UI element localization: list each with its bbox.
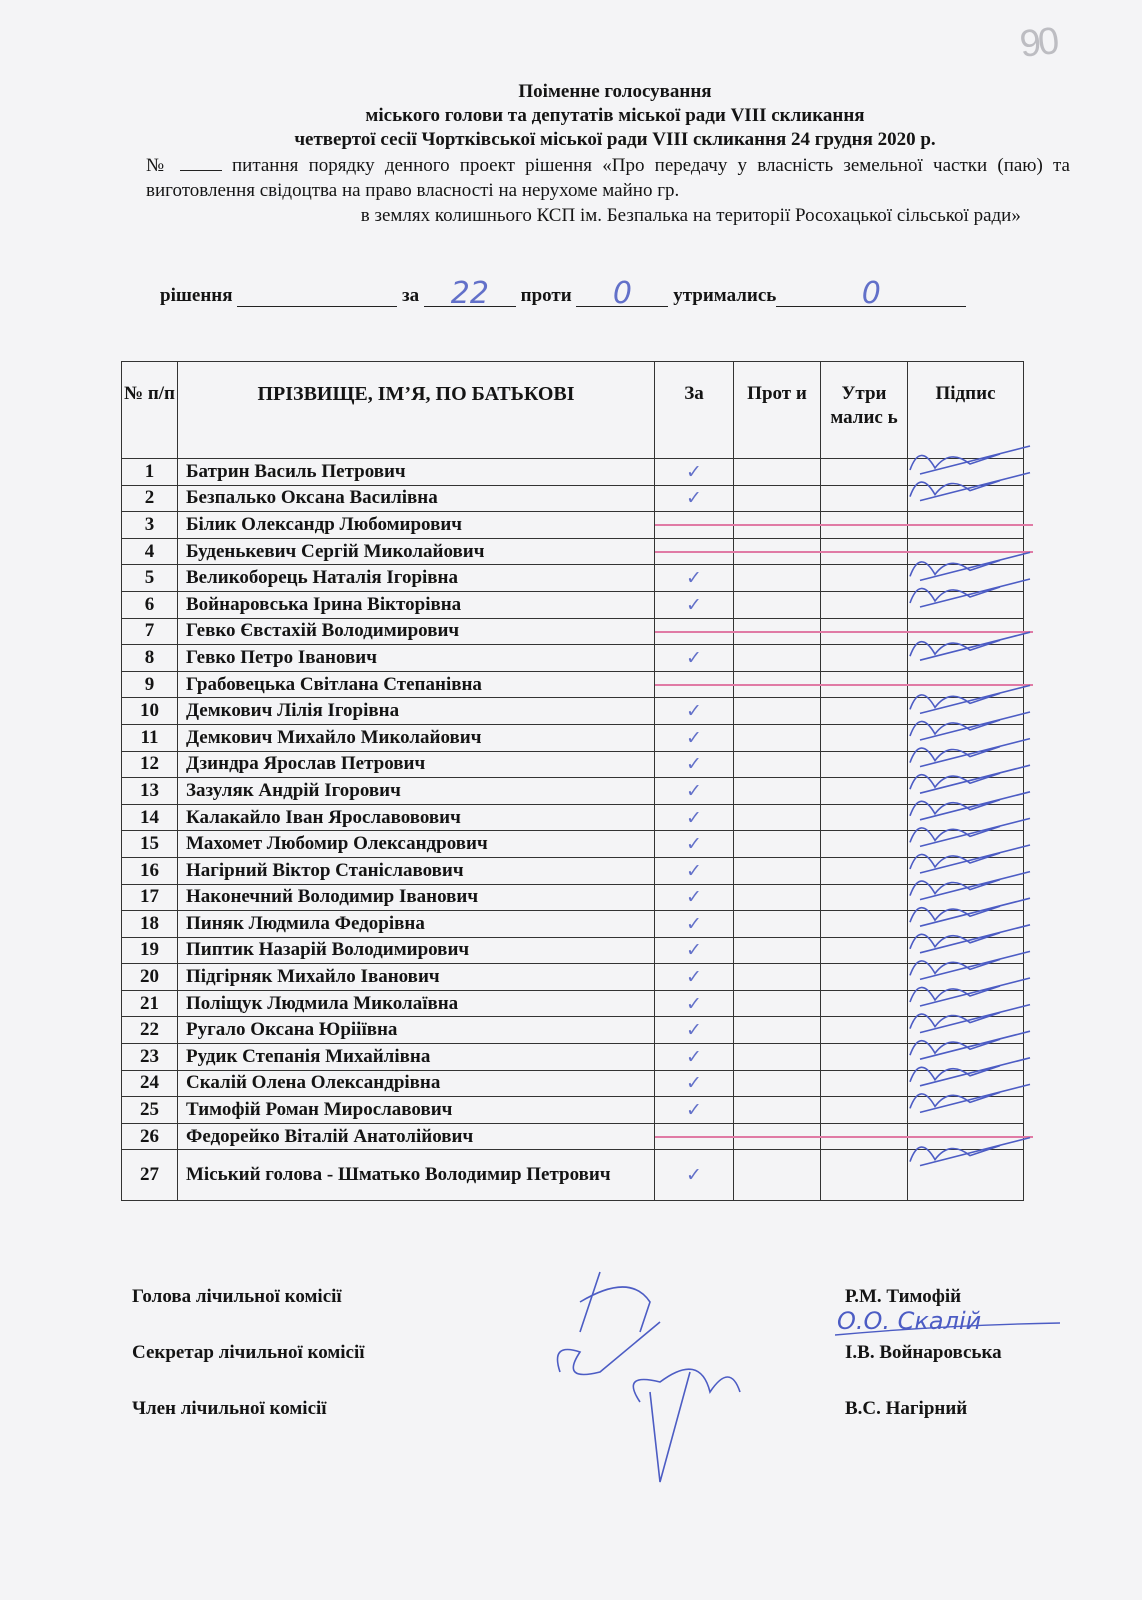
table-row — [122, 671, 1024, 698]
row-name: Ругало Оксана Юріiївна — [178, 1017, 655, 1044]
row-name: Скалій Олена Олександрівна — [178, 1070, 655, 1097]
row-name: Гевко Євстахій Володимирович — [178, 618, 655, 645]
row-for-mark: ✓ — [655, 1044, 734, 1071]
row-for-mark: ✓ — [655, 911, 734, 938]
signature-scribble — [910, 845, 1030, 873]
for-label: за — [402, 285, 420, 306]
signature-scribble — [910, 1031, 1030, 1059]
row-for-mark: ✓ — [655, 884, 734, 911]
signature-scribble — [910, 951, 1030, 979]
member-role: Член лічильної комісії — [132, 1398, 327, 1419]
deputy-signatures — [890, 420, 1070, 1220]
secretary-name: І.В. Войнаровська — [845, 1342, 1002, 1363]
header-session: четвертої сесії Чортківської міської ради VIII скликання 24 грудня 2020 р. — [294, 129, 936, 150]
row-name: Рудик Степанія Михайлівна — [178, 1044, 655, 1071]
table-row — [122, 1017, 1024, 1044]
row-num: 15 — [122, 831, 178, 858]
agenda-text-part2: в землях колишнього КСП ім. Безпалька на території Росохацької сільської ради» — [360, 205, 1021, 226]
row-for-mark: ✓ — [655, 645, 734, 672]
row-for-mark — [655, 538, 734, 565]
row-against — [734, 459, 821, 486]
row-against — [734, 1150, 821, 1201]
row-against — [734, 1070, 821, 1097]
abstained-value: 0 — [776, 284, 966, 307]
row-name: Міський голова - Шматько Володимир Петрович — [178, 1150, 655, 1201]
row-name: Зазуляк Андрій Ігорович — [178, 778, 655, 805]
signature-scribble — [910, 579, 1030, 607]
commission-signatures — [540, 1262, 770, 1492]
signature-scribble — [910, 685, 1030, 713]
row-for-mark: ✓ — [655, 990, 734, 1017]
row-for-mark: ✓ — [655, 698, 734, 725]
table-row — [122, 884, 1024, 911]
row-against — [734, 724, 821, 751]
handwritten-note-text: О.О. Скалій — [837, 1307, 982, 1335]
row-against — [734, 857, 821, 884]
header-against: Прот и — [734, 362, 821, 459]
chair-role: Голова лічильної комісії — [132, 1286, 342, 1307]
signature-scribble — [910, 632, 1030, 660]
row-name: Гевко Петро Іванович — [178, 645, 655, 672]
row-num: 27 — [122, 1150, 178, 1201]
row-for-mark: ✓ — [655, 1097, 734, 1124]
row-for-mark: ✓ — [655, 565, 734, 592]
row-for-mark: ✓ — [655, 459, 734, 486]
table-row — [122, 538, 1024, 565]
row-against — [734, 804, 821, 831]
vote-tally — [160, 276, 966, 311]
abstained-label: утримались — [673, 285, 777, 306]
header-abstained: Утри малис ь — [821, 362, 908, 459]
chair-name: Р.М. Тимофій — [845, 1286, 962, 1307]
table-row — [122, 990, 1024, 1017]
row-for-mark: ✓ — [655, 857, 734, 884]
signature-scribble — [910, 446, 1030, 474]
signature-scribble — [910, 1138, 1030, 1166]
table-row — [122, 857, 1024, 884]
for-value: 22 — [424, 284, 516, 307]
row-for-mark: ✓ — [655, 485, 734, 512]
table-row — [122, 1070, 1024, 1097]
signature-scribble — [910, 1084, 1030, 1112]
row-against — [734, 1097, 821, 1124]
row-for-mark: ✓ — [655, 964, 734, 991]
row-for-mark: ✓ — [655, 591, 734, 618]
signature-scribble — [910, 898, 1030, 926]
voting-table — [121, 361, 1024, 1201]
decision-label: рішення — [160, 285, 233, 306]
row-num: 25 — [122, 1097, 178, 1124]
table-header-row — [122, 362, 1024, 459]
row-against — [734, 645, 821, 672]
row-num: 16 — [122, 857, 178, 884]
table-row — [122, 964, 1024, 991]
row-against — [734, 911, 821, 938]
row-name: Калакайло Іван Ярославовович — [178, 804, 655, 831]
row-for-mark: ✓ — [655, 937, 734, 964]
signature-scribble — [910, 739, 1030, 767]
row-num: 7 — [122, 618, 178, 645]
row-against — [734, 565, 821, 592]
row-against — [734, 778, 821, 805]
row-num: 17 — [122, 884, 178, 911]
row-num: 13 — [122, 778, 178, 805]
table-row — [122, 1123, 1024, 1150]
row-name: Махомет Любомир Олександрович — [178, 831, 655, 858]
header-signature: Підпис — [908, 362, 1024, 459]
table-row — [122, 778, 1024, 805]
row-for-mark — [655, 671, 734, 698]
table-row — [122, 1150, 1024, 1201]
row-for-mark: ✓ — [655, 831, 734, 858]
row-num: 5 — [122, 565, 178, 592]
row-against — [734, 591, 821, 618]
row-num: 14 — [122, 804, 178, 831]
table-row — [122, 1044, 1024, 1071]
row-num: 3 — [122, 512, 178, 539]
row-name: Пиняк Людмила Федорівна — [178, 911, 655, 938]
row-num: 6 — [122, 591, 178, 618]
row-name: Великоборець Наталія Ігорівна — [178, 565, 655, 592]
against-value: 0 — [576, 284, 668, 307]
document-header — [150, 80, 1080, 152]
table-row — [122, 565, 1024, 592]
row-for-mark: ✓ — [655, 778, 734, 805]
signature-scribble — [910, 978, 1030, 1006]
page-number: 90 — [1017, 20, 1059, 66]
header-subtitle: міського голови та депутатів міської ради VIII скликання — [365, 105, 865, 126]
signature-scribble — [910, 872, 1030, 900]
row-name: Демкович Лілія Ігорівна — [178, 698, 655, 725]
signature-scribble — [910, 1058, 1030, 1086]
table-row — [122, 618, 1024, 645]
table-row — [122, 724, 1024, 751]
table-row — [122, 645, 1024, 672]
header-num: № п/п — [122, 362, 178, 459]
row-name: Білик Олександр Любомирович — [178, 512, 655, 539]
header-name: ПРІЗВИЩЕ, ІМ’Я, ПО БАТЬКОВІ — [178, 362, 655, 459]
row-name: Дзиндра Ярослав Петрович — [178, 751, 655, 778]
row-for-mark: ✓ — [655, 1070, 734, 1097]
vote-rows — [122, 459, 1024, 1201]
row-num: 26 — [122, 1123, 178, 1150]
row-num: 22 — [122, 1017, 178, 1044]
row-for-mark: ✓ — [655, 1017, 734, 1044]
table-row — [122, 459, 1024, 486]
row-name: Нагірний Віктор Станіславович — [178, 857, 655, 884]
row-against — [734, 964, 821, 991]
row-against — [734, 698, 821, 725]
row-against — [734, 1044, 821, 1071]
row-name: Буденькевич Сергій Миколайович — [178, 538, 655, 565]
row-name: Пиптик Назарій Володимирович — [178, 937, 655, 964]
member-name: В.С. Нагірний — [845, 1398, 968, 1419]
row-for-mark: ✓ — [655, 751, 734, 778]
row-against — [734, 937, 821, 964]
table-row — [122, 804, 1024, 831]
table-row — [122, 937, 1024, 964]
row-name: Тимофій Роман Мирославович — [178, 1097, 655, 1124]
agenda-number-prefix: № — [146, 155, 170, 176]
signature-scribble — [910, 765, 1030, 793]
row-num: 9 — [122, 671, 178, 698]
row-num: 11 — [122, 724, 178, 751]
row-name: Наконечний Володимир Іванович — [178, 884, 655, 911]
signature-scribble — [910, 818, 1030, 846]
handwritten-note — [835, 1295, 1065, 1345]
row-num: 18 — [122, 911, 178, 938]
row-num: 19 — [122, 937, 178, 964]
signature-scribble — [910, 925, 1030, 953]
row-num: 4 — [122, 538, 178, 565]
row-num: 24 — [122, 1070, 178, 1097]
agenda-number-blank — [180, 170, 222, 171]
table-row — [122, 485, 1024, 512]
row-against — [734, 485, 821, 512]
row-name: Безпалько Оксана Василівна — [178, 485, 655, 512]
row-name: Батрин Василь Петрович — [178, 459, 655, 486]
row-against — [734, 1017, 821, 1044]
row-for-mark: ✓ — [655, 1150, 734, 1201]
row-name: Войнаровська Ірина Вікторівна — [178, 591, 655, 618]
signature-scribble — [910, 552, 1030, 580]
row-name: Федорейко Віталій Анатолійович — [178, 1123, 655, 1150]
row-name: Демкович Михайло Миколайович — [178, 724, 655, 751]
row-for-mark — [655, 618, 734, 645]
row-num: 10 — [122, 698, 178, 725]
against-label: проти — [520, 285, 572, 306]
decision-blank — [237, 284, 397, 307]
row-for-mark: ✓ — [655, 804, 734, 831]
table-row — [122, 591, 1024, 618]
agenda-text-part1: питання порядку денного проект рішення «Про передачу у власність земельної частки (паю) та виготовлення свідоцтва на право власності на нерухоме майно гр. — [146, 155, 1070, 201]
row-name: Підгірняк Михайло Іванович — [178, 964, 655, 991]
table-row — [122, 751, 1024, 778]
table-row — [122, 831, 1024, 858]
signature-scribble — [910, 473, 1030, 501]
row-num: 20 — [122, 964, 178, 991]
table-row — [122, 1097, 1024, 1124]
header-title: Поіменне голосування — [518, 81, 712, 102]
signature-scribble — [910, 792, 1030, 820]
signature-scribble — [910, 1005, 1030, 1033]
row-name: Грабовецька Світлана Степанівна — [178, 671, 655, 698]
secretary-role: Секретар лічильної комісії — [132, 1342, 365, 1363]
row-against — [734, 831, 821, 858]
row-num: 2 — [122, 485, 178, 512]
table-row — [122, 512, 1024, 539]
row-against — [734, 884, 821, 911]
row-for-mark — [655, 1123, 734, 1150]
row-num: 21 — [122, 990, 178, 1017]
row-num: 23 — [122, 1044, 178, 1071]
row-num: 8 — [122, 645, 178, 672]
row-for-mark — [655, 512, 734, 539]
row-for-mark: ✓ — [655, 724, 734, 751]
signature-scribble — [910, 712, 1030, 740]
table-row — [122, 698, 1024, 725]
table-row — [122, 911, 1024, 938]
row-against — [734, 990, 821, 1017]
row-against — [734, 751, 821, 778]
header-for: За — [655, 362, 734, 459]
agenda-item — [146, 153, 1070, 228]
row-name: Поліщук Людмила Миколаївна — [178, 990, 655, 1017]
row-num: 1 — [122, 459, 178, 486]
row-num: 12 — [122, 751, 178, 778]
